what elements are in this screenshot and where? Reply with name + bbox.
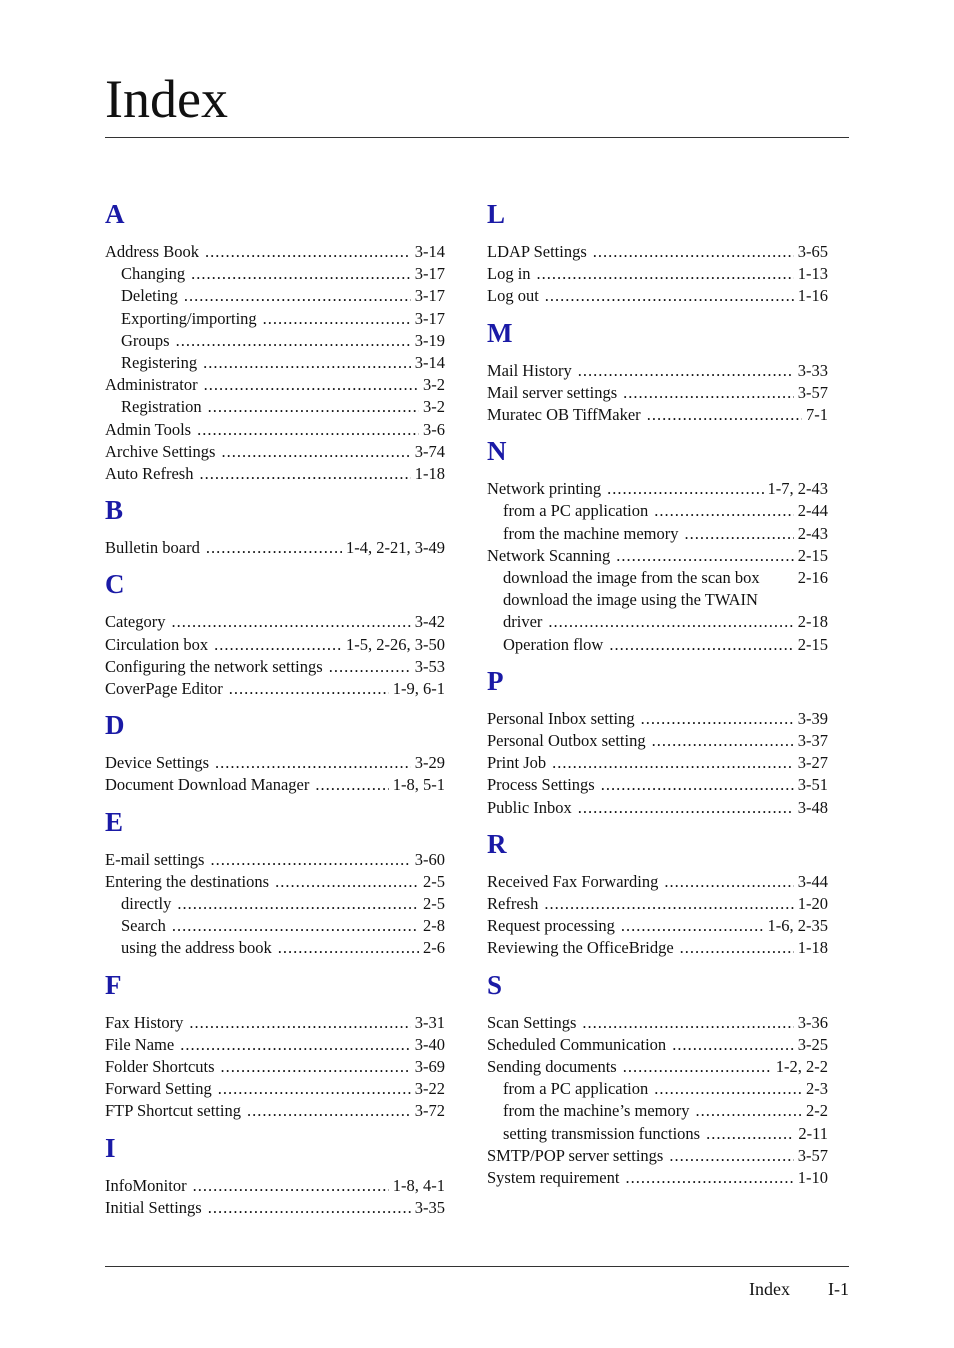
index-subentry	[105, 893, 445, 915]
index-entry	[105, 611, 445, 633]
entry-term: Document Download Manager	[105, 775, 310, 795]
entry-pages: 3-72	[414, 1101, 445, 1121]
entry-term: Entering the destinations	[105, 871, 270, 891]
entry-pages: 1-5, 2-26, 3-50	[346, 634, 445, 654]
dot-leader	[601, 774, 794, 796]
index-column-right	[487, 192, 828, 1189]
index-entry	[487, 893, 828, 915]
entry-pages: 3-25	[797, 1034, 828, 1054]
entry-term: directly	[121, 894, 172, 914]
entry-pages: 1-7, 2-43	[767, 479, 828, 499]
dot-leader	[275, 871, 419, 893]
entry-term: from the machine’s memory	[503, 1101, 690, 1121]
section-letter: L	[487, 199, 506, 229]
footer-rule	[105, 1266, 849, 1267]
dot-leader	[214, 634, 342, 656]
section-letter: P	[487, 665, 504, 696]
index-entry	[487, 1167, 828, 1189]
index-subentry	[487, 1078, 828, 1100]
index-entry	[105, 752, 445, 774]
entry-term: Fax History	[105, 1012, 184, 1032]
entry-pages: 3-19	[414, 330, 445, 350]
entry-pages: 2-3	[806, 1079, 828, 1099]
section-letter: M	[487, 317, 513, 348]
index-subentry	[105, 285, 445, 307]
entry-term: driver	[503, 612, 543, 632]
entry-pages: 1-16	[797, 286, 828, 306]
entry-pages: 3-6	[423, 419, 445, 439]
index-section-n	[487, 436, 828, 656]
entry-pages: 3-60	[414, 849, 445, 869]
page-footer	[749, 1278, 849, 1300]
dot-leader	[191, 263, 411, 285]
dot-leader	[654, 500, 793, 522]
entry-pages: 2-5	[423, 871, 445, 891]
entry-pages: 3-48	[797, 797, 828, 817]
dot-leader	[593, 241, 794, 263]
dot-leader	[176, 330, 411, 352]
index-entry	[105, 871, 445, 893]
entry-pages: 2-2	[806, 1101, 828, 1121]
index-entry	[105, 374, 445, 396]
entry-term: SMTP/POP server settings	[487, 1145, 664, 1165]
entry-pages: 3-42	[414, 612, 445, 632]
index-section-f	[105, 970, 445, 1123]
index-entry	[487, 797, 828, 819]
entry-term: Refresh	[487, 894, 539, 914]
entry-pages: 3-36	[797, 1012, 828, 1032]
index-entry	[487, 937, 828, 959]
entry-pages: 2-15	[797, 634, 828, 654]
index-entry	[105, 1034, 445, 1056]
entry-pages: 1-8, 5-1	[392, 775, 445, 795]
index-entry	[105, 1197, 445, 1219]
entry-term: Scan Settings	[487, 1012, 577, 1032]
entry-pages: 2-16	[797, 568, 828, 588]
entry-term: Log in	[487, 264, 531, 284]
entry-pages: 1-10	[797, 1168, 828, 1188]
entry-term: Bulletin board	[105, 538, 200, 558]
index-entry	[487, 1034, 828, 1056]
section-letter: A	[105, 199, 125, 229]
dot-leader	[552, 752, 794, 774]
index-entry	[487, 285, 828, 307]
index-entry	[105, 419, 445, 441]
index-section-s	[487, 970, 828, 1190]
entry-pages: 3-17	[414, 264, 445, 284]
section-letter: F	[105, 969, 122, 1000]
dot-leader	[197, 419, 419, 441]
dot-leader	[205, 241, 411, 263]
dot-leader	[247, 1100, 411, 1122]
entry-term: Configuring the network settings	[105, 656, 323, 676]
entry-term: Folder Shortcuts	[105, 1057, 215, 1077]
entry-pages: 3-29	[414, 753, 445, 773]
dot-leader	[680, 937, 794, 959]
entry-pages: 3-53	[414, 656, 445, 676]
entry-term: Network printing	[487, 479, 602, 499]
dot-leader	[221, 1056, 411, 1078]
entry-term: Groups	[121, 330, 170, 350]
entry-pages: 3-74	[414, 441, 445, 461]
dot-leader	[641, 708, 794, 730]
dot-leader	[672, 1034, 794, 1056]
index-entry	[105, 656, 445, 678]
entry-term: Deleting	[121, 286, 178, 306]
entry-pages: 3-31	[414, 1012, 445, 1032]
index-entry	[105, 678, 445, 700]
dot-leader	[578, 797, 794, 819]
entry-term: Admin Tools	[105, 419, 192, 439]
entry-pages: 3-27	[797, 753, 828, 773]
dot-leader	[189, 1012, 410, 1034]
index-subentry	[487, 1100, 828, 1122]
section-letter: S	[487, 969, 503, 1000]
entry-pages: 2-11	[798, 1123, 828, 1143]
entry-term: Exporting/importing	[121, 308, 257, 328]
index-entry	[487, 382, 828, 404]
entry-pages: 3-2	[423, 375, 445, 395]
entry-pages: 3-40	[414, 1034, 445, 1054]
entry-pages: 3-51	[797, 775, 828, 795]
entry-pages: 2-44	[797, 501, 828, 521]
index-entry	[105, 1056, 445, 1078]
dot-leader	[684, 523, 793, 545]
entry-term: download the image from the scan box	[503, 568, 760, 588]
entry-pages: 1-18	[414, 464, 445, 484]
index-entry	[105, 1100, 445, 1122]
entry-term: from a PC application	[503, 1079, 649, 1099]
index-subentry	[105, 915, 445, 937]
entry-term: Operation flow	[503, 634, 604, 654]
index-section-r	[487, 829, 828, 960]
index-subentry	[487, 634, 828, 656]
index-section-m	[487, 318, 828, 427]
section-letter: N	[487, 436, 507, 467]
index-entry	[105, 1175, 445, 1197]
entry-term: using the address book	[121, 938, 272, 958]
entry-term: Administrator	[105, 375, 198, 395]
dot-leader	[652, 730, 794, 752]
dot-leader	[204, 374, 419, 396]
dot-leader	[171, 611, 410, 633]
index-subentry	[105, 308, 445, 330]
entry-term: Category	[105, 612, 166, 632]
dot-leader	[315, 774, 388, 796]
entry-term: InfoMonitor	[105, 1175, 187, 1195]
page-number: I-1	[828, 1279, 849, 1299]
entry-term: Mail server settings	[487, 382, 618, 402]
index-subentry	[105, 396, 445, 418]
index-section-p	[487, 666, 828, 819]
dot-leader	[647, 404, 802, 426]
entry-term: Address Book	[105, 242, 199, 261]
index-entry	[105, 441, 445, 463]
section-letter: E	[105, 806, 124, 837]
dot-leader	[654, 1078, 802, 1100]
dot-leader	[218, 1078, 411, 1100]
dot-leader	[206, 537, 342, 559]
index-entry	[487, 1145, 828, 1167]
dot-leader	[696, 1100, 803, 1122]
index-column-left	[105, 192, 445, 1219]
entry-pages: 3-44	[797, 871, 828, 891]
entry-term: E-mail settings	[105, 849, 205, 869]
index-section-d	[105, 710, 445, 796]
entry-pages: 2-43	[797, 523, 828, 543]
dot-leader	[616, 545, 793, 567]
dot-leader	[193, 1175, 389, 1197]
entry-term: Scheduled Communication	[487, 1034, 667, 1054]
dot-leader	[263, 308, 411, 330]
entry-term: Registering	[121, 353, 198, 373]
index-entry	[487, 774, 828, 796]
index-entry	[105, 241, 445, 263]
entry-pages: 3-57	[797, 1145, 828, 1165]
entry-term: Forward Setting	[105, 1079, 212, 1099]
entry-pages: 3-57	[797, 382, 828, 402]
entry-pages: 1-13	[797, 264, 828, 284]
footer-section-name: Index	[749, 1279, 790, 1299]
index-subentry	[105, 330, 445, 352]
entry-term: from a PC application	[503, 501, 649, 521]
entry-term: Muratec OB TiffMaker	[487, 405, 641, 425]
entry-pages: 1-18	[797, 938, 828, 958]
index-section-l	[487, 199, 828, 308]
index-entry	[105, 849, 445, 871]
entry-term: CoverPage Editor	[105, 679, 223, 699]
index-entry	[487, 1012, 828, 1034]
entry-term: File Name	[105, 1034, 175, 1054]
entry-pages: 1-2, 2-2	[775, 1057, 828, 1077]
dot-leader	[221, 441, 410, 463]
dot-leader	[203, 352, 411, 374]
index-subentry	[487, 567, 828, 589]
entry-term: download the image using the TWAIN	[503, 590, 758, 610]
index-entry	[487, 241, 828, 263]
entry-pages: 3-65	[797, 242, 828, 261]
entry-term: Personal Inbox setting	[487, 708, 635, 728]
index-entry	[487, 404, 828, 426]
dot-leader	[184, 285, 411, 307]
index-subentry	[105, 263, 445, 285]
dot-leader	[177, 893, 419, 915]
entry-pages: 3-69	[414, 1057, 445, 1077]
dot-leader	[329, 656, 411, 678]
entry-term: Received Fax Forwarding	[487, 871, 659, 891]
index-entry	[105, 463, 445, 485]
entry-term: Reviewing the OfficeBridge	[487, 938, 674, 958]
index-subentry	[487, 611, 828, 633]
entry-term: LDAP Settings	[487, 242, 587, 261]
dot-leader	[229, 678, 389, 700]
entry-pages: 3-17	[414, 286, 445, 306]
dot-leader	[545, 285, 794, 307]
index-subentry	[487, 1123, 828, 1145]
entry-term: Public Inbox	[487, 797, 572, 817]
dot-leader	[625, 1167, 793, 1189]
dot-leader	[548, 611, 793, 633]
section-letter: C	[105, 569, 125, 600]
entry-term: Search	[121, 916, 166, 936]
entry-term: Print Job	[487, 753, 547, 773]
dot-leader	[582, 1012, 793, 1034]
dot-leader	[669, 1145, 793, 1167]
entry-pages: 2-5	[423, 894, 445, 914]
index-entry	[487, 545, 828, 567]
entry-pages: 7-1	[806, 405, 828, 425]
index-subentry	[105, 352, 445, 374]
entry-pages: 1-6, 2-35	[767, 916, 828, 936]
entry-pages: 2-8	[423, 916, 445, 936]
entry-term: Device Settings	[105, 753, 210, 773]
index-entry	[487, 708, 828, 730]
dot-leader	[544, 893, 793, 915]
index-entry	[105, 1078, 445, 1100]
entry-pages: 3-37	[797, 731, 828, 751]
entry-pages: 2-15	[797, 545, 828, 565]
entry-pages: 3-22	[414, 1079, 445, 1099]
entry-term: System requirement	[487, 1168, 620, 1188]
index-entry	[105, 1012, 445, 1034]
index-entry	[487, 871, 828, 893]
section-letter: I	[105, 1132, 116, 1163]
dot-leader	[199, 463, 410, 485]
index-entry	[487, 478, 828, 500]
dot-leader	[208, 1197, 411, 1219]
dot-leader	[578, 360, 794, 382]
entry-pages: 3-14	[414, 242, 445, 261]
index-entry	[487, 360, 828, 382]
entry-pages: 3-2	[423, 397, 445, 417]
index-entry	[105, 537, 445, 559]
index-section-c	[105, 569, 445, 700]
entry-pages: 3-33	[797, 360, 828, 380]
dot-leader	[609, 634, 793, 656]
entry-pages: 3-17	[414, 308, 445, 328]
page-title: Index	[105, 69, 228, 129]
dot-leader	[623, 1056, 772, 1078]
entry-term: from the machine memory	[503, 523, 679, 543]
index-subentry	[487, 589, 828, 611]
entry-pages: 2-6	[423, 938, 445, 958]
dot-leader	[180, 1034, 411, 1056]
entry-pages: 1-9, 6-1	[392, 679, 445, 699]
entry-term: Process Settings	[487, 775, 595, 795]
dot-leader	[215, 752, 411, 774]
dot-leader	[664, 871, 793, 893]
index-entry	[487, 263, 828, 285]
entry-term: setting transmission functions	[503, 1123, 701, 1143]
entry-term: Request processing	[487, 916, 615, 936]
dot-leader	[208, 396, 419, 418]
entry-term: Circulation box	[105, 634, 209, 654]
index-entry	[105, 774, 445, 796]
dot-leader	[607, 478, 763, 500]
index-entry	[487, 1056, 828, 1078]
entry-term: FTP Shortcut setting	[105, 1101, 241, 1121]
index-section-b	[105, 495, 445, 559]
entry-pages: 3-39	[797, 708, 828, 728]
section-letter: D	[105, 710, 125, 741]
entry-pages: 2-18	[797, 612, 828, 632]
entry-term: Personal Outbox setting	[487, 731, 646, 751]
entry-pages: 1-8, 4-1	[392, 1175, 445, 1195]
index-entry	[487, 915, 828, 937]
index-subentry	[487, 500, 828, 522]
dot-leader	[210, 849, 410, 871]
entry-term: Log out	[487, 286, 539, 306]
entry-pages: 3-14	[414, 353, 445, 373]
index-entry	[105, 634, 445, 656]
entry-term: Registration	[121, 397, 202, 417]
entry-term: Changing	[121, 264, 186, 284]
entry-pages: 3-35	[414, 1197, 445, 1217]
index-subentry	[105, 937, 445, 959]
title-rule	[105, 137, 849, 138]
index-entry	[487, 730, 828, 752]
entry-term: Mail History	[487, 360, 572, 380]
entry-pages: 1-20	[797, 894, 828, 914]
entry-term: Initial Settings	[105, 1197, 202, 1217]
index-subentry	[487, 523, 828, 545]
dot-leader	[172, 915, 419, 937]
index-section-i	[105, 1133, 445, 1219]
index-section-e	[105, 807, 445, 960]
entry-pages: 1-4, 2-21, 3-49	[346, 538, 445, 558]
entry-term: Sending documents	[487, 1057, 617, 1077]
section-letter: R	[487, 828, 507, 859]
index-section-a	[105, 199, 445, 485]
dot-leader	[706, 1123, 794, 1145]
index-entry	[487, 752, 828, 774]
section-letter: B	[105, 495, 124, 526]
entry-term: Archive Settings	[105, 441, 216, 461]
dot-leader	[278, 937, 419, 959]
dot-leader	[621, 915, 764, 937]
dot-leader	[623, 382, 794, 404]
dot-leader	[537, 263, 794, 285]
entry-term: Network Scanning	[487, 545, 611, 565]
entry-term: Auto Refresh	[105, 464, 194, 484]
